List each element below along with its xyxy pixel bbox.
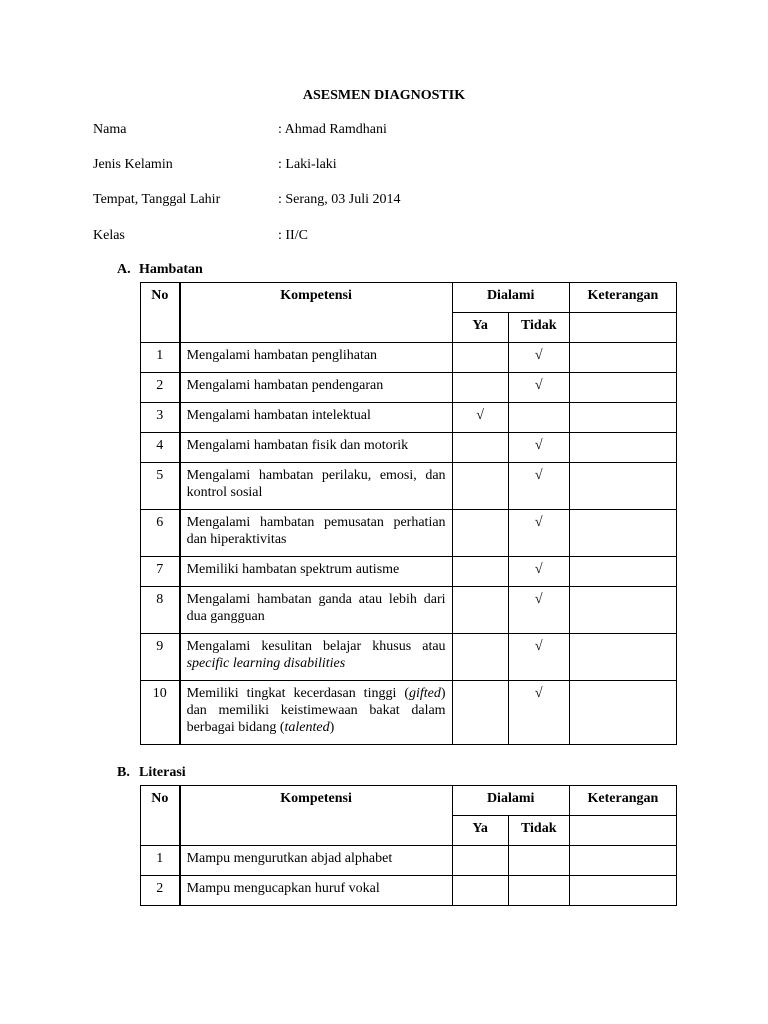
section-a-title (117, 262, 203, 278)
row-no: 5 (141, 463, 180, 510)
info-label: Kelas (93, 228, 125, 243)
row-kompetensi: Mengalami hambatan pendengaran (180, 373, 453, 403)
info-value: : Ahmad Ramdhani (278, 122, 387, 137)
header-no: No (141, 786, 180, 846)
row-no: 9 (141, 634, 180, 681)
row-ya (452, 587, 508, 634)
header-tidak: Tidak (508, 313, 569, 343)
row-tidak: √ (508, 634, 569, 681)
kompetensi-italic: talented (284, 720, 330, 735)
row-tidak: √ (508, 681, 569, 745)
kompetensi-italic: specific learning disabilities (186, 656, 346, 671)
row-tidak: √ (508, 557, 569, 587)
row-kompetensi: Mengalami hambatan intelektual (180, 403, 453, 433)
header-ya: Ya (452, 816, 508, 846)
info-label: Nama (93, 122, 127, 137)
row-kompetensi: Mengalami hambatan fisik dan motorik (180, 433, 453, 463)
header-keterangan-blank (569, 816, 676, 846)
row-kompetensi: Mampu mengucapkan huruf vokal (180, 876, 453, 906)
row-kompetensi (180, 681, 453, 745)
row-tidak: √ (508, 587, 569, 634)
row-tidak: √ (508, 433, 569, 463)
row-no: 10 (141, 681, 180, 745)
row-tidak: √ (508, 373, 569, 403)
header-dialami: Dialami (452, 786, 569, 816)
hambatan-table (140, 282, 677, 745)
row-kompetensi: Memiliki hambatan spektrum autisme (180, 557, 453, 587)
row-keterangan (569, 510, 676, 557)
table-row (141, 403, 677, 433)
table-row (141, 373, 677, 403)
kompetensi-italic: gifted (409, 686, 441, 701)
row-kompetensi (180, 634, 453, 681)
header-dialami: Dialami (452, 283, 569, 313)
table-row (141, 463, 677, 510)
header-ya: Ya (452, 313, 508, 343)
header-keterangan: Keterangan (569, 786, 676, 816)
row-ya (452, 463, 508, 510)
row-keterangan (569, 373, 676, 403)
table-row (141, 681, 677, 745)
row-kompetensi: Mengalami hambatan penglihatan (180, 343, 453, 373)
row-kompetensi: Mampu mengurutkan abjad alphabet (180, 846, 453, 876)
row-ya (452, 373, 508, 403)
row-tidak (508, 876, 569, 906)
document-title: ASESMEN DIAGNOSTIK (302, 88, 466, 103)
row-keterangan (569, 634, 676, 681)
kompetensi-text: ) dan memiliki keistimewaan bakat dalam berbagai bidang ( (186, 686, 446, 735)
table-row (141, 557, 677, 587)
info-value: : Serang, 03 Juli 2014 (278, 192, 401, 207)
row-no: 8 (141, 587, 180, 634)
kompetensi-text: ) (329, 720, 335, 735)
row-keterangan (569, 463, 676, 510)
section-letter: B. (117, 765, 130, 780)
row-keterangan (569, 587, 676, 634)
info-label: Jenis Kelamin (93, 157, 173, 172)
literasi-table (140, 785, 677, 906)
kompetensi-text: Memiliki tingkat kecerdasan tinggi ( (186, 686, 409, 701)
row-keterangan (569, 433, 676, 463)
row-no: 4 (141, 433, 180, 463)
table-row (141, 510, 677, 557)
header-no: No (141, 283, 180, 343)
row-tidak (508, 846, 569, 876)
table-row (141, 634, 677, 681)
section-b-title (117, 765, 186, 781)
row-ya (452, 433, 508, 463)
header-keterangan: Keterangan (569, 283, 676, 313)
kompetensi-text: Mengalami kesulitan belajar khusus atau (186, 639, 446, 654)
row-no: 2 (141, 373, 180, 403)
row-kompetensi: Mengalami hambatan perilaku, emosi, dan kontrol sosial (180, 463, 453, 510)
header-keterangan-blank (569, 313, 676, 343)
row-tidak: √ (508, 463, 569, 510)
row-no: 6 (141, 510, 180, 557)
header-kompetensi: Kompetensi (180, 786, 453, 846)
row-ya (452, 557, 508, 587)
row-tidak (508, 403, 569, 433)
info-label: Tempat, Tanggal Lahir (93, 192, 221, 207)
section-label: Literasi (139, 765, 186, 780)
table-row (141, 846, 677, 876)
table-row (141, 433, 677, 463)
section-label: Hambatan (139, 262, 203, 277)
info-value: : II/C (278, 228, 308, 243)
row-keterangan (569, 681, 676, 745)
row-tidak: √ (508, 510, 569, 557)
row-tidak: √ (508, 343, 569, 373)
row-kompetensi: Mengalami hambatan ganda atau lebih dari dua gangguan (180, 587, 453, 634)
row-keterangan (569, 846, 676, 876)
row-keterangan (569, 876, 676, 906)
table-row (141, 343, 677, 373)
row-ya (452, 846, 508, 876)
row-no: 1 (141, 343, 180, 373)
section-letter: A. (117, 262, 131, 277)
header-tidak: Tidak (508, 816, 569, 846)
table-row (141, 587, 677, 634)
row-no: 7 (141, 557, 180, 587)
row-ya (452, 510, 508, 557)
row-kompetensi: Mengalami hambatan pemusatan perhatian dan hiperaktivitas (180, 510, 453, 557)
row-keterangan (569, 403, 676, 433)
row-keterangan (569, 557, 676, 587)
row-no: 3 (141, 403, 180, 433)
row-ya (452, 634, 508, 681)
row-ya: √ (452, 403, 508, 433)
row-no: 1 (141, 846, 180, 876)
row-keterangan (569, 343, 676, 373)
info-value: : Laki-laki (278, 157, 337, 172)
row-ya (452, 681, 508, 745)
table-row (141, 876, 677, 906)
row-no: 2 (141, 876, 180, 906)
header-kompetensi: Kompetensi (180, 283, 453, 343)
row-ya (452, 876, 508, 906)
row-ya (452, 343, 508, 373)
